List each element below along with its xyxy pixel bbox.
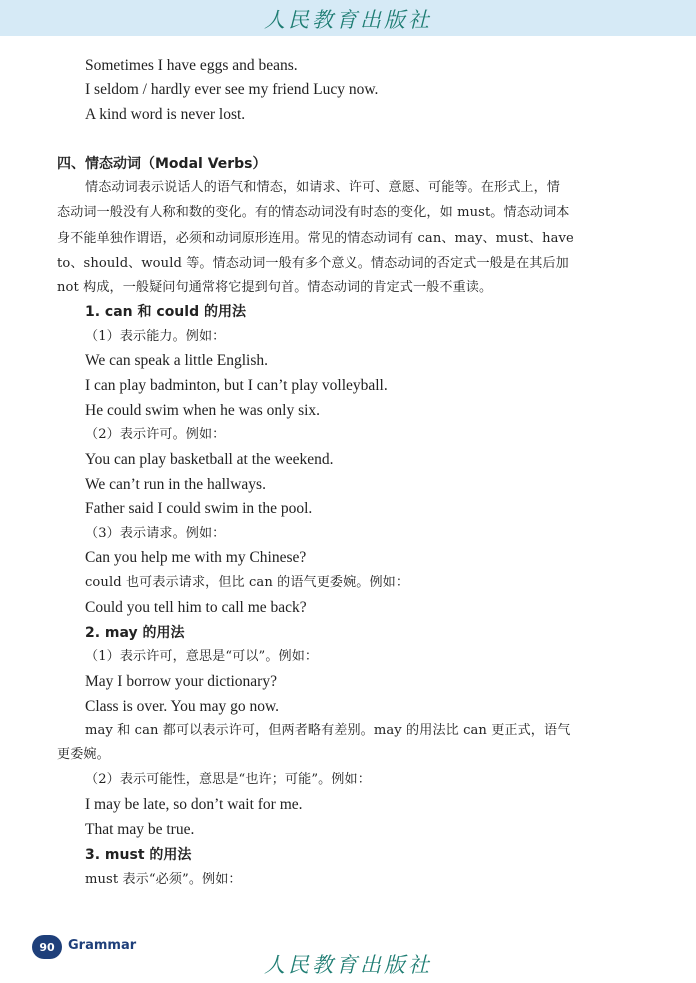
usage-label: （2）表示许可。例如： xyxy=(85,427,226,442)
example-sentence: I seldom / hardly ever see my friend Lucy now. xyxy=(85,81,379,98)
example-sentence: He could swim when he was only six. xyxy=(85,402,321,419)
note-line: 更委婉。 xyxy=(57,747,110,762)
publisher-logo-bottom: 人民教育出版社 xyxy=(264,953,432,977)
section-heading: 四、情态动词（Modal Verbs） xyxy=(57,156,267,172)
example-sentence: We can speak a little English. xyxy=(85,352,268,369)
example-sentence: A kind word is never lost. xyxy=(85,106,246,123)
example-sentence: Class is over. You may go now. xyxy=(85,698,280,715)
example-sentence: I can play badminton, but I can’t play volleyball. xyxy=(85,377,388,394)
example-sentence: May I borrow your dictionary? xyxy=(85,673,277,690)
publisher-logo-top: 人民教育出版社 xyxy=(264,8,432,32)
example-sentence: That may be true. xyxy=(85,821,195,838)
note-line: may 和 can 都可以表示许可，但两者略有差别。may 的用法比 can 更正式，语气 xyxy=(85,723,571,738)
paragraph-line: 态动词一般没有人称和数的变化。有的情态动词没有时态的变化，如 must。情态动词本 xyxy=(57,205,570,220)
footer-section-title: Grammar xyxy=(68,938,137,953)
paragraph-line: to、should、would 等。情态动词一般有多个意义。情态动词的否定式一般是在其后加 xyxy=(57,256,569,271)
usage-label: （1）表示许可，意思是“可以”。例如： xyxy=(85,649,319,664)
subsection-heading: 1. can 和 could 的用法 xyxy=(85,304,246,320)
note-line: could 也可表示请求，但比 can 的语气更委婉。例如： xyxy=(85,575,410,590)
example-sentence: Sometimes I have eggs and beans. xyxy=(85,57,298,74)
usage-label: （1）表示能力。例如： xyxy=(85,329,226,344)
paragraph-line: 身不能单独作谓语，必须和动词原形连用。常见的情态动词有 can、may、must、have xyxy=(57,231,574,246)
page-number-badge: 90 xyxy=(32,935,62,959)
usage-label: must 表示“必须”。例如： xyxy=(85,872,242,887)
paragraph-line: 情态动词表示说话人的语气和情态，如请求、许可、意愿、可能等。在形式上，情 xyxy=(85,180,560,195)
usage-label: （3）表示请求。例如： xyxy=(85,526,226,541)
example-sentence: We can’t run in the hallways. xyxy=(85,476,266,493)
example-sentence: Father said I could swim in the pool. xyxy=(85,500,313,517)
example-sentence: You can play basketball at the weekend. xyxy=(85,451,334,468)
subsection-heading: 3. must 的用法 xyxy=(85,847,192,863)
paragraph-line: not 构成，一般疑问句通常将它提到句首。情态动词的肯定式一般不重读。 xyxy=(57,280,493,295)
subsection-heading: 2. may 的用法 xyxy=(85,625,185,641)
usage-label: （2）表示可能性，意思是“也许；可能”。例如： xyxy=(85,772,371,787)
example-sentence: I may be late, so don’t wait for me. xyxy=(85,796,303,813)
example-sentence: Could you tell him to call me back? xyxy=(85,599,307,616)
example-sentence: Can you help me with my Chinese? xyxy=(85,549,307,566)
